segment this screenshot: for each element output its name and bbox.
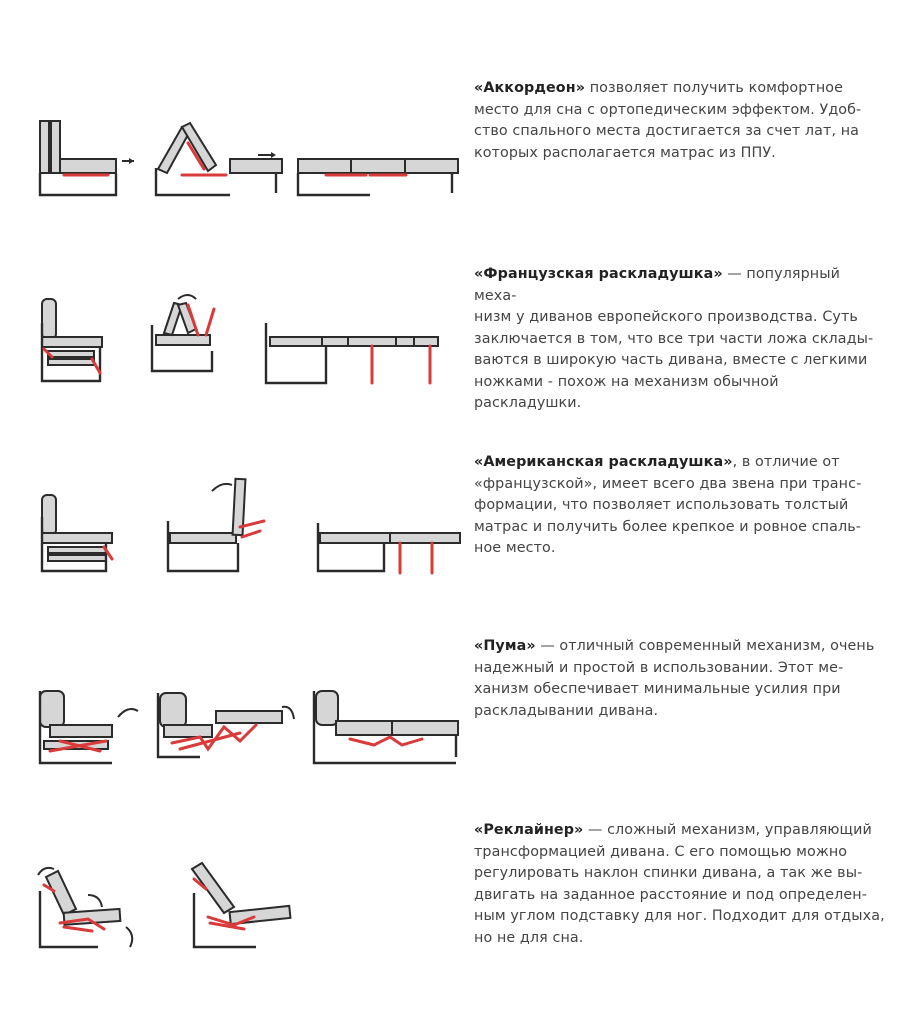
recliner-stage-2 <box>192 863 290 947</box>
french-folding-diagram <box>30 264 470 434</box>
accordion-description: «Аккордеон» позволяет получить комфортное место для сна с ортопедическим эффектом. Удоб- ство спального места достигается за счет лат, на которых располагается матрас из ППУ. <box>474 80 862 161</box>
recliner-stage-1 <box>38 868 132 947</box>
french-stage-1 <box>42 299 102 381</box>
french-stage-3 <box>266 323 438 383</box>
mechanism-name: «Пума» <box>474 638 536 654</box>
american-stage-3 <box>318 523 460 573</box>
accordion-stage-1 <box>40 121 116 195</box>
american-stage-2 <box>168 479 264 571</box>
puma-stage-2 <box>158 693 294 757</box>
accordion-stage-2 <box>156 123 282 195</box>
mechanism-name: «Французская раскладушка» <box>474 266 723 282</box>
french-folding-description: «Французская раскладушка» — популярный меха- низм у диванов европейского производства. Суть заключается в том, что все три части ложа склады- ваются в широкую часть дивана, вместе с легкими ножками - похож на механизм обычной раскладушки. <box>474 266 874 411</box>
accordion-stage-3 <box>298 159 458 195</box>
american-folding-diagram <box>30 452 470 622</box>
accordion-diagram <box>30 78 470 248</box>
recliner-description: «Реклайнер» — сложный механизм, управляющий трансформацией дивана. С его помощью можно регулировать наклон спинки дивана, а так же вы- двигать на заданное расстояние и под определен- ным углом подставку для ног. Подходит для отдыха, но не для сна. <box>474 822 885 946</box>
mechanism-name: «Аккордеон» <box>474 80 586 96</box>
french-stage-2 <box>152 295 214 371</box>
american-stage-1 <box>42 495 112 571</box>
puma-stage-1 <box>40 691 138 763</box>
puma-description: «Пума» — отличный современный механизм, очень надежный и простой в использовании. Этот ме- ханизм обеспечивает минимальные усилия при раскладывании дивана. <box>474 638 875 719</box>
puma-diagram <box>30 636 470 806</box>
mechanism-name: «Реклайнер» <box>474 822 584 838</box>
mechanism-name: «Американская раскладушка» <box>474 454 733 470</box>
american-folding-description: «Американская раскладушка», в отличие от «французской», имеет всего два звена при транс- формации, что позволяет использовать толстый матрас и получить более крепкое и ровное спаль- ное место. <box>474 454 862 556</box>
recliner-diagram <box>30 820 470 990</box>
puma-stage-3 <box>314 691 458 763</box>
